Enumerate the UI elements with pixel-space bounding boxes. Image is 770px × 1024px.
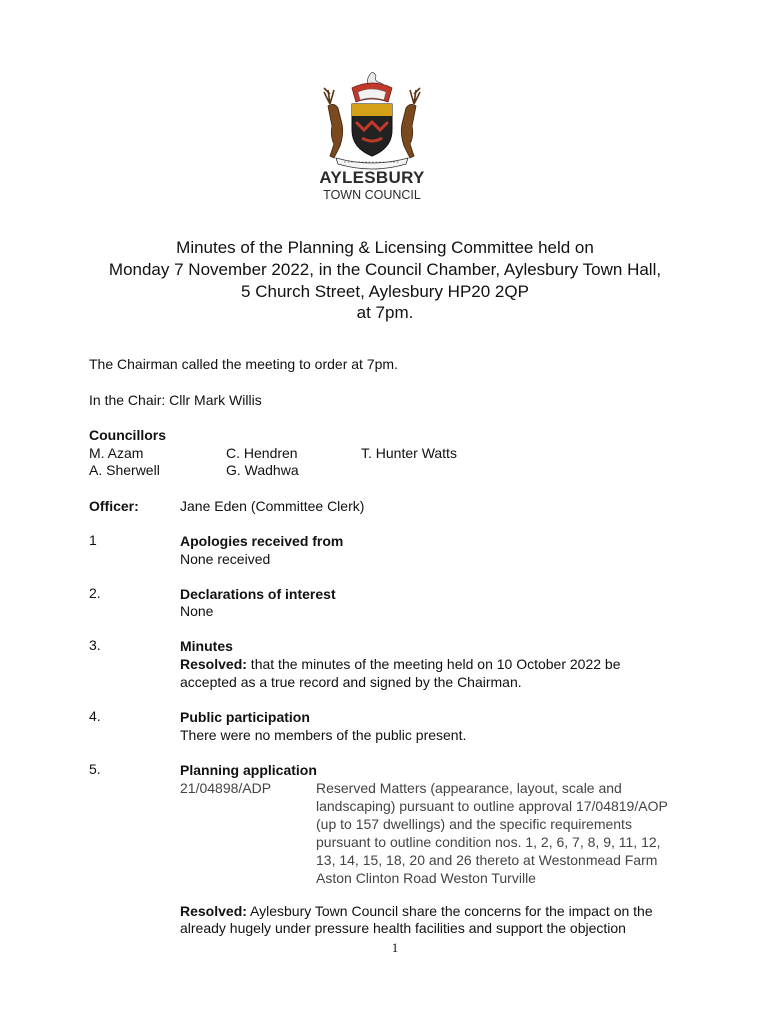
minutes-title-line-1: Minutes of the Planning & Licensing Committee held on [176, 238, 594, 257]
item-number: 3. [89, 637, 101, 653]
officer-value: Jane Eden (Committee Clerk) [180, 498, 365, 514]
chair-text: In the Chair: Cllr Mark Willis [89, 392, 262, 408]
item-resolved-text [180, 655, 700, 673]
item-body: None received [180, 551, 271, 567]
description-line: 13, 14, 15, 18, 20 and 26 thereto at Westonmead Farm [316, 852, 658, 868]
meeting-opening-text: The Chairman called the meeting to order at 7pm. [89, 356, 398, 372]
item-heading: Planning application [180, 762, 317, 778]
item-heading: Minutes [180, 638, 233, 654]
description-line: Aston Clinton Road Weston Turville [316, 870, 536, 886]
item-number: 4. [89, 708, 101, 724]
councillor-name: M. Azam [89, 445, 144, 461]
councillor-name: C. Hendren [226, 445, 298, 461]
item-number: 1 [89, 532, 97, 548]
item-resolved-text [180, 902, 700, 920]
item-heading: Declarations of interest [180, 586, 336, 602]
item-number: 5. [89, 761, 101, 777]
councillor-name: T. Hunter Watts [361, 445, 457, 461]
organisation-subtitle: TOWN COUNCIL [323, 188, 421, 202]
description-line: Reserved Matters (appearance, layout, scale and [316, 780, 622, 796]
item-number: 2. [89, 585, 101, 601]
resolved-text: Aylesbury Town Council share the concerns for the impact on the [246, 903, 653, 919]
councillor-name: A. Sherwell [89, 462, 160, 478]
item-body: already hugely under pressure health facilities and support the objection [180, 920, 626, 936]
minutes-title-line-4: at 7pm. [356, 303, 414, 322]
minutes-title-line-2: Monday 7 November 2022, in the Council Chamber, Aylesbury Town Hall, [108, 260, 662, 279]
item-body: None [180, 603, 214, 619]
minutes-title-line-3: 5 Church Street, Aylesbury HP20 2QP [241, 282, 529, 301]
item-body: There were no members of the public present. [180, 727, 467, 743]
resolved-text: that the minutes of the meeting held on 10 October 2022 be [246, 656, 621, 672]
item-heading: Public participation [180, 709, 310, 725]
description-line: landscaping) pursuant to outline approval 17/04819/AOP [316, 798, 668, 814]
councillor-name: G. Wadhwa [226, 462, 299, 478]
coat-of-arms-logo [318, 66, 426, 176]
description-line: (up to 157 dwellings) and the specific requirements [316, 816, 632, 832]
item-body: accepted as a true record and signed by the Chairman. [180, 674, 522, 690]
organisation-name: AYLESBURY [319, 168, 425, 187]
description-line: pursuant to outline condition nos. 1, 2, 6, 7, 8, 9, 11, 12, [316, 834, 661, 850]
councillors-heading: Councillors [89, 427, 167, 443]
application-description [316, 779, 716, 887]
resolved-label: Resolved: [180, 903, 247, 919]
resolved-label: Resolved: [180, 656, 247, 672]
application-reference: 21/04898/ADP [180, 780, 272, 796]
item-heading: Apologies received from [180, 533, 344, 549]
officer-label: Officer: [89, 498, 139, 514]
page-number: 1 [391, 940, 399, 955]
